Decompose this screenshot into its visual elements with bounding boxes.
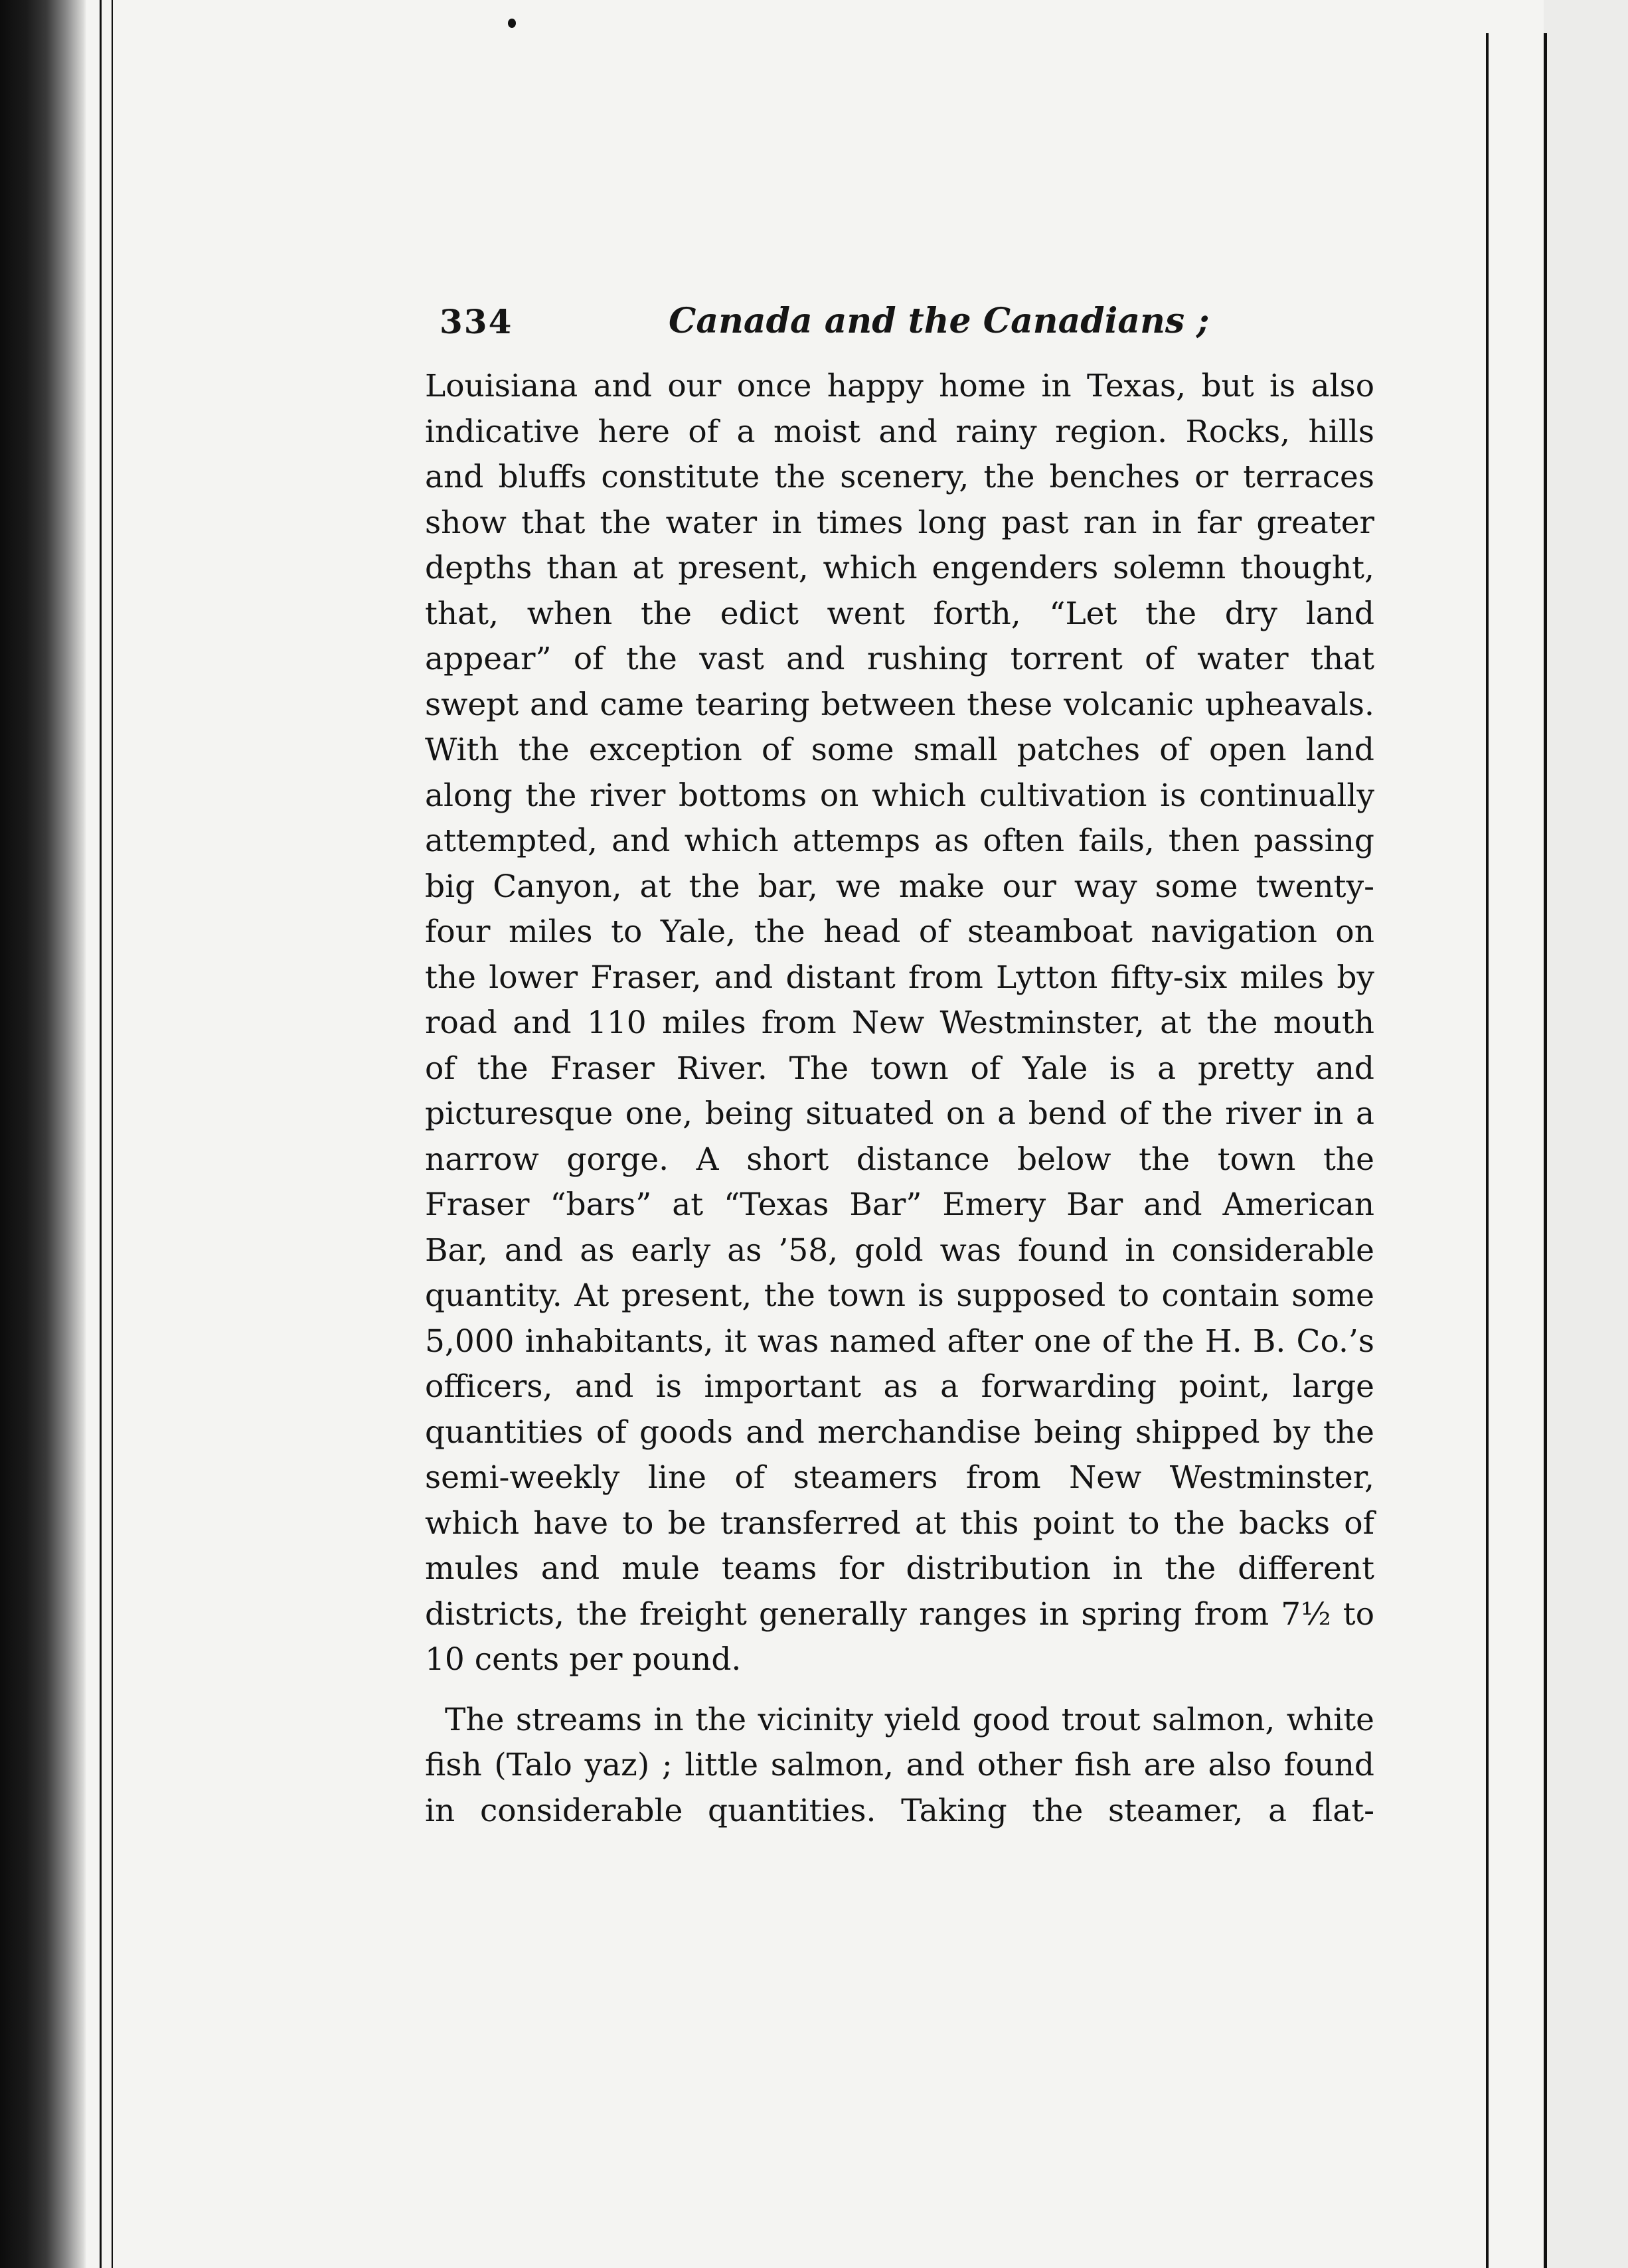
text-line: quantity. At present, the town is supposed to contain some <box>425 1277 1374 1314</box>
text-line: With the exception of some small patches of open land <box>425 732 1374 768</box>
text-line: road and 110 miles from New Westminster, at the mouth <box>425 1005 1374 1041</box>
paragraph <box>425 364 1374 1683</box>
text-line: Fraser “bars” at “Texas Bar” Emery Bar and American <box>425 1186 1374 1223</box>
text-line: districts, the freight generally ranges in spring from 7½ to <box>425 1595 1374 1633</box>
text-line: depths than at present, which engenders solemn thought, <box>425 550 1374 586</box>
text-line: narrow gorge. A short distance below the town the <box>425 1141 1374 1178</box>
binding-rule <box>100 0 102 2268</box>
text-line: Louisiana and our once happy home in Texas, but is also <box>425 368 1374 404</box>
text-line: officers, and is important as a forwarding point, large <box>425 1368 1374 1405</box>
text-line: along the river bottoms on which cultivation is continually <box>425 777 1374 814</box>
book-binding-shadow <box>0 0 86 2268</box>
text-line: the lower Fraser, and distant from Lytton fifty-six miles by <box>425 959 1374 996</box>
text-line: appear” of the vast and rushing torrent of water that <box>425 641 1374 677</box>
binding-rule-inner <box>112 0 113 2268</box>
text-line: four miles to Yale, the head of steamboat navigation on <box>425 914 1374 950</box>
page-header <box>440 295 1369 349</box>
text-line: big Canyon, at the bar, we make our way some twenty- <box>425 868 1374 905</box>
page-number: 334 <box>440 302 513 341</box>
text-line: 10 cents per pound. <box>425 1641 742 1678</box>
text-line: and bluffs constitute the scenery, the benches or terraces <box>425 459 1374 495</box>
paragraph-gap <box>425 1683 1374 1698</box>
text-line: of the Fraser River. The town of Yale is a pretty and <box>425 1050 1374 1087</box>
ink-dot <box>508 19 516 28</box>
text-line: 5,000 inhabitants, it was named after one of the H. B. Co.’s <box>425 1323 1374 1360</box>
text-line: picturesque one, being situated on a bend of the river in a <box>425 1095 1374 1132</box>
text-line: fish (Talo yaz) ; little salmon, and other fish are also found <box>425 1747 1374 1783</box>
text-line: show that the water in times long past ran in far greater <box>425 504 1374 541</box>
text-line: attempted, and which attemps as often fails, then passing <box>425 823 1374 859</box>
text-line: Bar, and as early as ’58, gold was found in considerable <box>425 1232 1374 1269</box>
text-line: that, when the edict went forth, “Let the dry land <box>425 595 1374 632</box>
right-margin <box>1544 0 1628 2268</box>
text-line: which have to be transferred at this point to the backs of <box>425 1504 1374 1542</box>
right-edge-rule <box>1486 33 1489 2268</box>
text-line: quantities of goods and merchandise being shipped by the <box>425 1414 1374 1451</box>
text-line: indicative here of a moist and rainy region. Rocks, hills <box>425 413 1374 450</box>
right-edge-rule-outer <box>1544 33 1547 2268</box>
text-line: The streams in the vicinity yield good trout salmon, white <box>445 1701 1374 1738</box>
text-line: in considerable quantities. Taking the steamer, a flat- <box>425 1792 1374 1829</box>
text-line: swept and came tearing between these volcanic upheavals. <box>425 686 1374 723</box>
paragraph <box>425 1698 1374 1834</box>
body-text <box>425 364 1374 1834</box>
running-title: Canada and the Canadians ; <box>669 301 1210 341</box>
text-line: mules and mule teams for distribution in the different <box>425 1550 1374 1587</box>
text-line: semi-weekly line of steamers from New Westminster, <box>425 1459 1374 1496</box>
